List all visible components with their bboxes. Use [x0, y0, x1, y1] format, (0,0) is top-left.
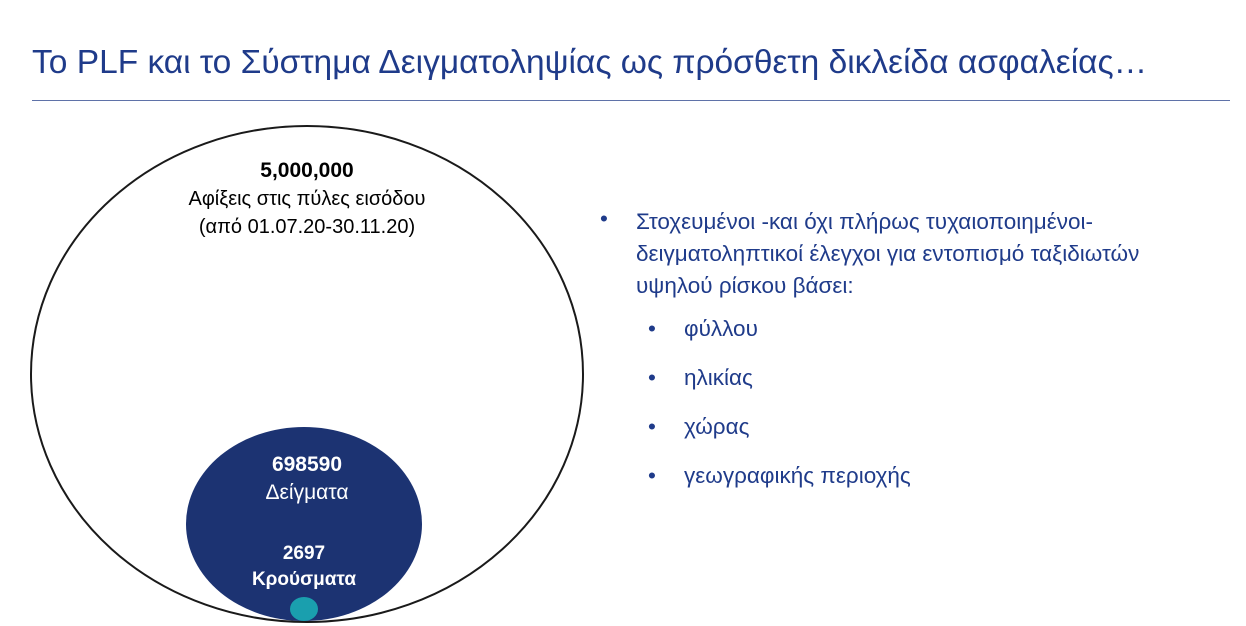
samples-label: Δείγματα [265, 481, 349, 504]
arrivals-label: Αφίξεις στις πύλες εισόδου [188, 188, 426, 210]
bullet-marker: • [648, 463, 656, 488]
arrivals-period: (από 01.07.20-30.11.20) [198, 216, 416, 238]
samples-value: 698590 [271, 453, 343, 476]
slide-title: Το PLF και το Σύστημα Δειγματοληψίας ως πρόσθετη δικλείδα ασφαλείας… [32, 44, 1148, 81]
bullet-marker: • [648, 316, 656, 341]
sub-bullet-text-country: χώρας [684, 414, 750, 439]
cases-value: 2697 [282, 543, 326, 564]
sub-bullet-text-age: ηλικίας [684, 365, 753, 390]
main-bullet-text: Στοχευμένοι -και όχι πλήρως τυχαιοποιημένοι- δειγματοληπτικοί έλεγχοι για εντοπισμό ταξιδιωτών υψηλού ρίσκου βάσει: [636, 209, 1140, 298]
cases-label: Κρούσματα [251, 569, 357, 590]
sub-bullet-text-region: γεωγραφικής περιοχής [684, 463, 911, 488]
bullet-marker: • [648, 365, 656, 390]
bullet-marker: • [648, 414, 656, 439]
sub-bullet-text-gender: φύλλου [684, 316, 758, 341]
cases-circle [290, 597, 318, 621]
arrivals-value: 5,000,000 [260, 159, 354, 182]
bullet-marker: • [600, 206, 608, 231]
